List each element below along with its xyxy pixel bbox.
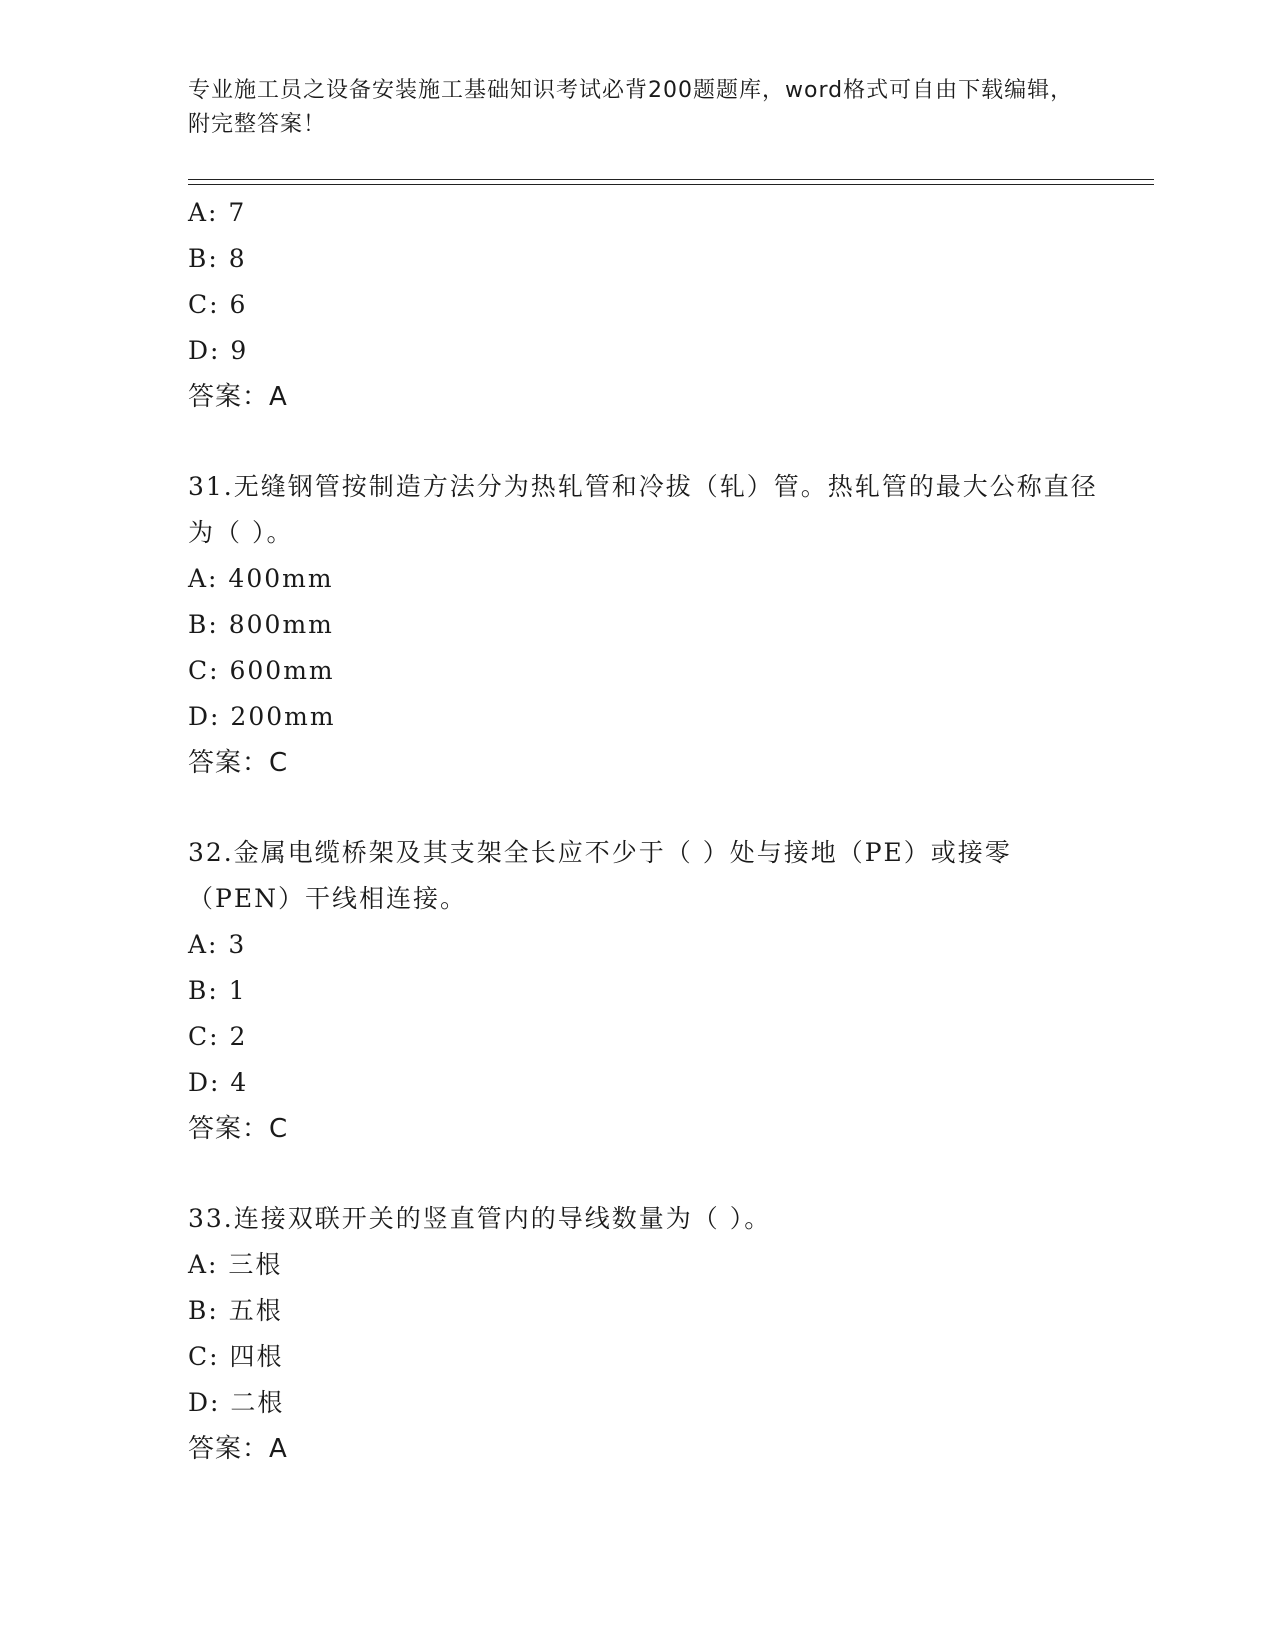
option-c: C: 四根 bbox=[188, 1342, 284, 1371]
option-c: C: 600mm bbox=[188, 656, 335, 685]
question-32 bbox=[188, 830, 1108, 1152]
option-b: B: 800mm bbox=[188, 610, 334, 639]
option-d: D: 9 bbox=[188, 336, 249, 365]
option-a: A: 三根 bbox=[188, 1250, 283, 1279]
option-a: A: 7 bbox=[188, 198, 247, 227]
option-b: B: 8 bbox=[188, 244, 247, 273]
document-header: 专业施工员之设备安装施工基础知识考试必背200题题库，word格式可自由下载编辑，附完整答案！ bbox=[188, 78, 1074, 137]
question-text: 31.无缝钢管按制造方法分为热轧管和冷拔（轧）管。热轧管的最大公称直径为（ ）。 bbox=[188, 472, 1098, 547]
header-divider-top bbox=[188, 179, 1154, 180]
option-c: C: 2 bbox=[188, 1022, 248, 1051]
answer-line: 答案：A bbox=[188, 382, 288, 412]
option-b: B: 五根 bbox=[188, 1296, 283, 1325]
answer-line: 答案：A bbox=[188, 1434, 288, 1464]
question-content bbox=[188, 190, 1108, 1472]
option-a: A: 400mm bbox=[188, 564, 334, 593]
header-divider-bottom bbox=[188, 184, 1154, 185]
previous-question-block bbox=[188, 190, 1108, 420]
option-d: D: 二根 bbox=[188, 1388, 285, 1417]
answer-line: 答案：C bbox=[188, 748, 289, 778]
answer-line: 答案：C bbox=[188, 1114, 289, 1144]
question-33 bbox=[188, 1196, 1108, 1472]
question-text: 33.连接双联开关的竖直管内的导线数量为（ ）。 bbox=[188, 1204, 772, 1233]
option-d: D: 200mm bbox=[188, 702, 336, 731]
option-a: A: 3 bbox=[188, 930, 247, 959]
option-c: C: 6 bbox=[188, 290, 248, 319]
question-text: 32.金属电缆桥架及其支架全长应不少于（ ）处与接地（PE）或接零（PEN）干线相连接。 bbox=[188, 838, 1012, 913]
option-d: D: 4 bbox=[188, 1068, 249, 1097]
option-b: B: 1 bbox=[188, 976, 247, 1005]
question-31 bbox=[188, 464, 1108, 786]
